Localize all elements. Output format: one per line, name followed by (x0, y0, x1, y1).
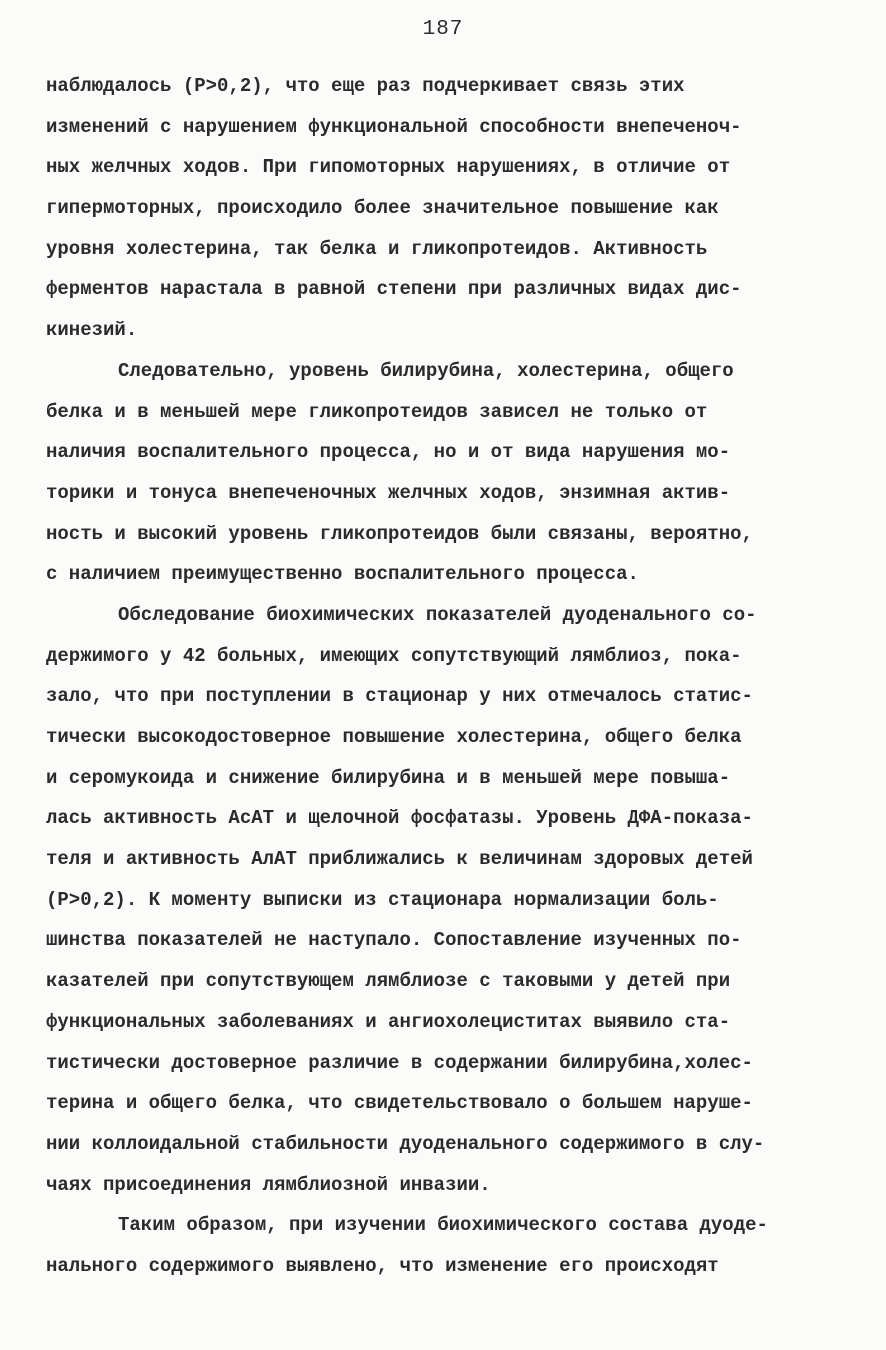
text-line: наблюдалось (P>0,2), что еще раз подчеркивает связь этих (46, 75, 685, 97)
paragraph (46, 1205, 846, 1286)
text-line: кинезий. (46, 319, 138, 342)
text-line: чаях присоединения лямблиозной инвазии. (46, 1173, 491, 1196)
text-line: ферментов нарастала в равной степени при различных видах дис- (46, 278, 742, 301)
page-number: 187 (422, 18, 464, 41)
text-line: Таким образом, при изучении биохимического состава дуоде- (118, 1214, 768, 1237)
text-line: торики и тонуса внепеченочных желчных ходов, энзимная актив- (46, 481, 731, 504)
text-line: шинства показателей не наступало. Сопоставление изученных по- (46, 929, 742, 952)
text-line: (P>0,2). К моменту выписки из стационара нормализации боль- (46, 888, 719, 911)
text-line: белка и в меньшей мере гликопротеидов зависел не только от (46, 400, 708, 423)
text-line: ных желчных ходов. При гипомоторных нарушениях, в отличие от (46, 156, 731, 179)
text-line: зало, что при поступлении в стационар у них отмечалось статис- (46, 685, 753, 708)
text-line: терина и общего белка, что свидетельствовало о большем наруше- (46, 1092, 753, 1115)
body-text (46, 66, 846, 1287)
text-line: с наличием преимущественно воспалительного процесса. (46, 563, 639, 586)
paragraph (46, 351, 846, 595)
text-line: ность и высокий уровень гликопротеидов были связаны, вероятно, (46, 522, 753, 545)
text-line: Обследование биохимических показателей дуоденального со- (118, 603, 757, 626)
text-line: тически высокодостоверное повышение холестерина, общего белка (46, 726, 742, 748)
text-line: Следовательно, уровень билирубина, холестерина, общего (118, 359, 734, 382)
text-line: уровня холестерина, так белка и гликопротеидов. Активность (46, 237, 708, 260)
paragraph (46, 595, 846, 1205)
text-line: наличия воспалительного процесса, но и от вида нарушения мо- (46, 441, 731, 464)
text-line: функциональных заболеваниях и ангиохолециститах выявило ста- (46, 1010, 731, 1033)
paragraph (46, 66, 846, 351)
text-line: изменений с нарушением функциональной способности внепеченоч- (46, 115, 742, 138)
text-line: лась активность АсАТ и щелочной фосфатазы. Уровень ДФА-показа- (46, 807, 753, 830)
text-line: казателей при сопутствующем лямблиозе с таковыми у детей при (46, 970, 731, 993)
text-line: тистически достоверное различие в содержании билирубина,холес- (46, 1051, 753, 1074)
text-line: теля и активность АлАТ приближались к величинам здоровых детей (46, 848, 753, 871)
text-line: держимого у 42 больных, имеющих сопутствующий лямблиоз, пока- (46, 644, 742, 667)
text-line: гипермоторных, происходило более значительное повышение как (46, 197, 719, 220)
text-line: нии коллоидальной стабильности дуоденального содержимого в слу- (46, 1132, 765, 1155)
text-line: и серомукоида и снижение билирубина и в меньшей мере повыша- (46, 766, 731, 789)
text-line: нального содержимого выявлено, что изменение его происходят (46, 1254, 719, 1277)
